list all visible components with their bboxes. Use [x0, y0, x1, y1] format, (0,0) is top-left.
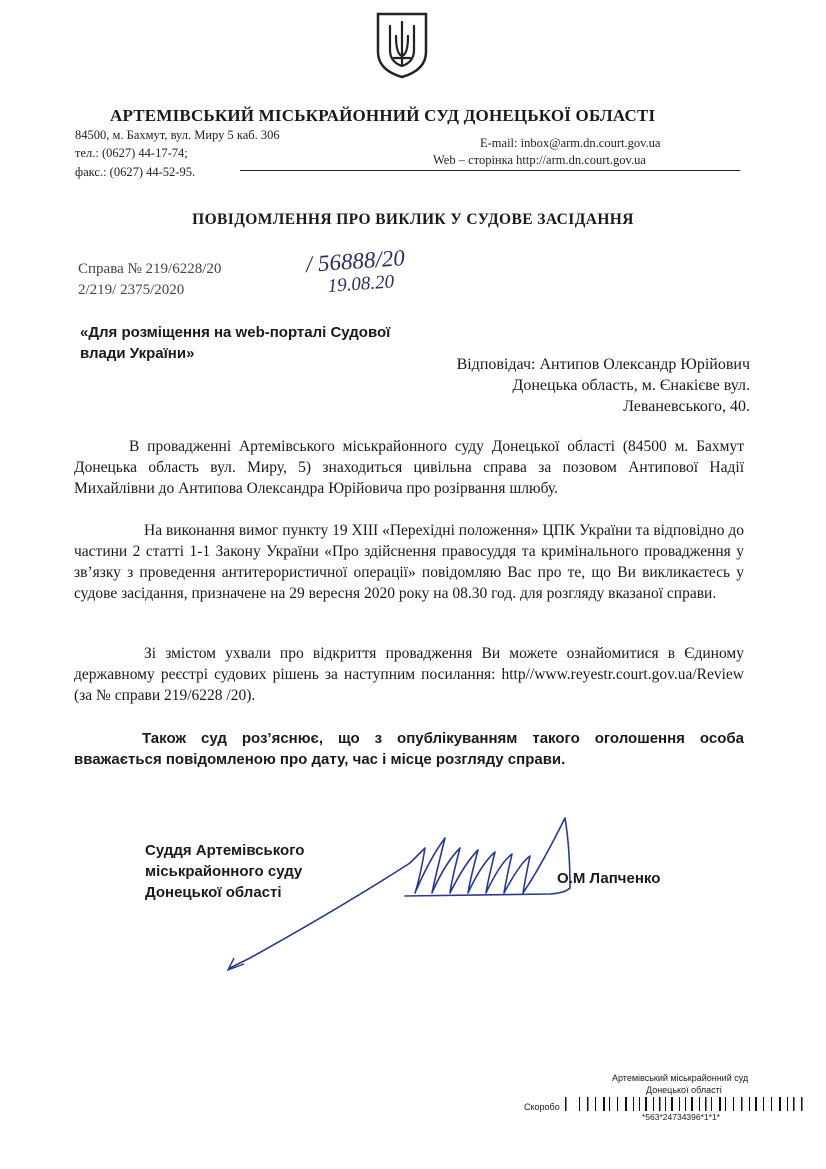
- judge-title: Суддя Артемівського міськрайонного суду Донецької області: [145, 842, 305, 901]
- court-name: АРТЕМІВСЬКИЙ МІСЬКРАЙОННИЙ СУД ДОНЕЦЬКОЇ ОБЛАСТІ: [110, 106, 656, 125]
- respondent-address: Донецька область, м. Єнакієве вул.: [512, 377, 750, 394]
- portal-note: «Для розміщення на web-порталі Судової влади України»: [80, 324, 391, 362]
- document-title: ПОВІДОМЛЕННЯ ПРО ВИКЛИК У СУДОВЕ ЗАСІДАННЯ: [192, 211, 634, 228]
- paragraph-registry: Зі змістом ухвали про відкриття провадження Ви можете ознайомитися в Єдиному державному реєстрі судових рішень за наступним посилання: http//www.reyestr.court.gov.ua/Review (за № справи 219/6228 /20).: [74, 645, 744, 704]
- coat-of-arms-icon: [372, 10, 432, 80]
- court-phone: тел.: (0627) 44-17-74;: [75, 146, 188, 160]
- header-divider: [240, 170, 740, 171]
- stamp-label: Скоробо: [524, 1102, 560, 1112]
- handwritten-registration-number: / 56888/20: [305, 245, 406, 277]
- respondent-street: Леваневського, 40.: [623, 398, 750, 415]
- respondent-block: [400, 354, 750, 417]
- stamp-court: Артемівський міськрайонний суд: [612, 1073, 749, 1083]
- court-address: 84500, м. Бахмут, вул. Миру 5 каб. 306: [75, 128, 280, 142]
- court-website: Web – сторінка http://arm.dn.court.gov.ua: [433, 153, 646, 167]
- case-number: Справа № 219/6228/20: [78, 261, 222, 277]
- stamp-region: Донецької області: [646, 1085, 722, 1095]
- barcode-number: *563*24734396*1*1*: [642, 1112, 720, 1122]
- paragraph-notice: Також суд роз’яснює, що з опублікуванням такого оголошення особа вважається повідомленою про дату, час і місце розгляду справи.: [74, 730, 744, 768]
- court-email: E-mail: inbox@arm.dn.court.gov.ua: [480, 136, 661, 150]
- paragraph-case-info: В провадженні Артемівського міськрайонного суду Донецької області (84500 м. Бахмут Донецька область вул. Миру, 5) знаходиться цивільна справа за позовом Антипової Надії Михайлівни до Антипова Олександра Юрійовича про розірвання шлюбу.: [74, 438, 744, 497]
- paragraph-summons: На виконання вимог пункту 19 XIII «Перехідні положення» ЦПК України та відповідно до частини 2 статті 1-1 Закону України «Про здійснення правосуддя та кримінального провадження у зв’язку з проведення антитерористичної операції» повідомляю Вас про те, що Ви викликаєтесь у судове засідання, призначене на 29 вересня 2020 року на 08.30 год. для розгляду вказаної справи.: [74, 522, 744, 602]
- signature-icon: [220, 808, 590, 983]
- barcode-icon: [565, 1097, 805, 1111]
- proceeding-number: 2/219/ 2375/2020: [78, 282, 185, 298]
- handwritten-date: 19.08.20: [327, 271, 395, 297]
- judge-name: О.М Лапченко: [557, 870, 661, 887]
- court-fax: факс.: (0627) 44-52-95.: [75, 165, 196, 179]
- respondent-name: Відповідач: Антипов Олександр Юрійович: [456, 356, 750, 373]
